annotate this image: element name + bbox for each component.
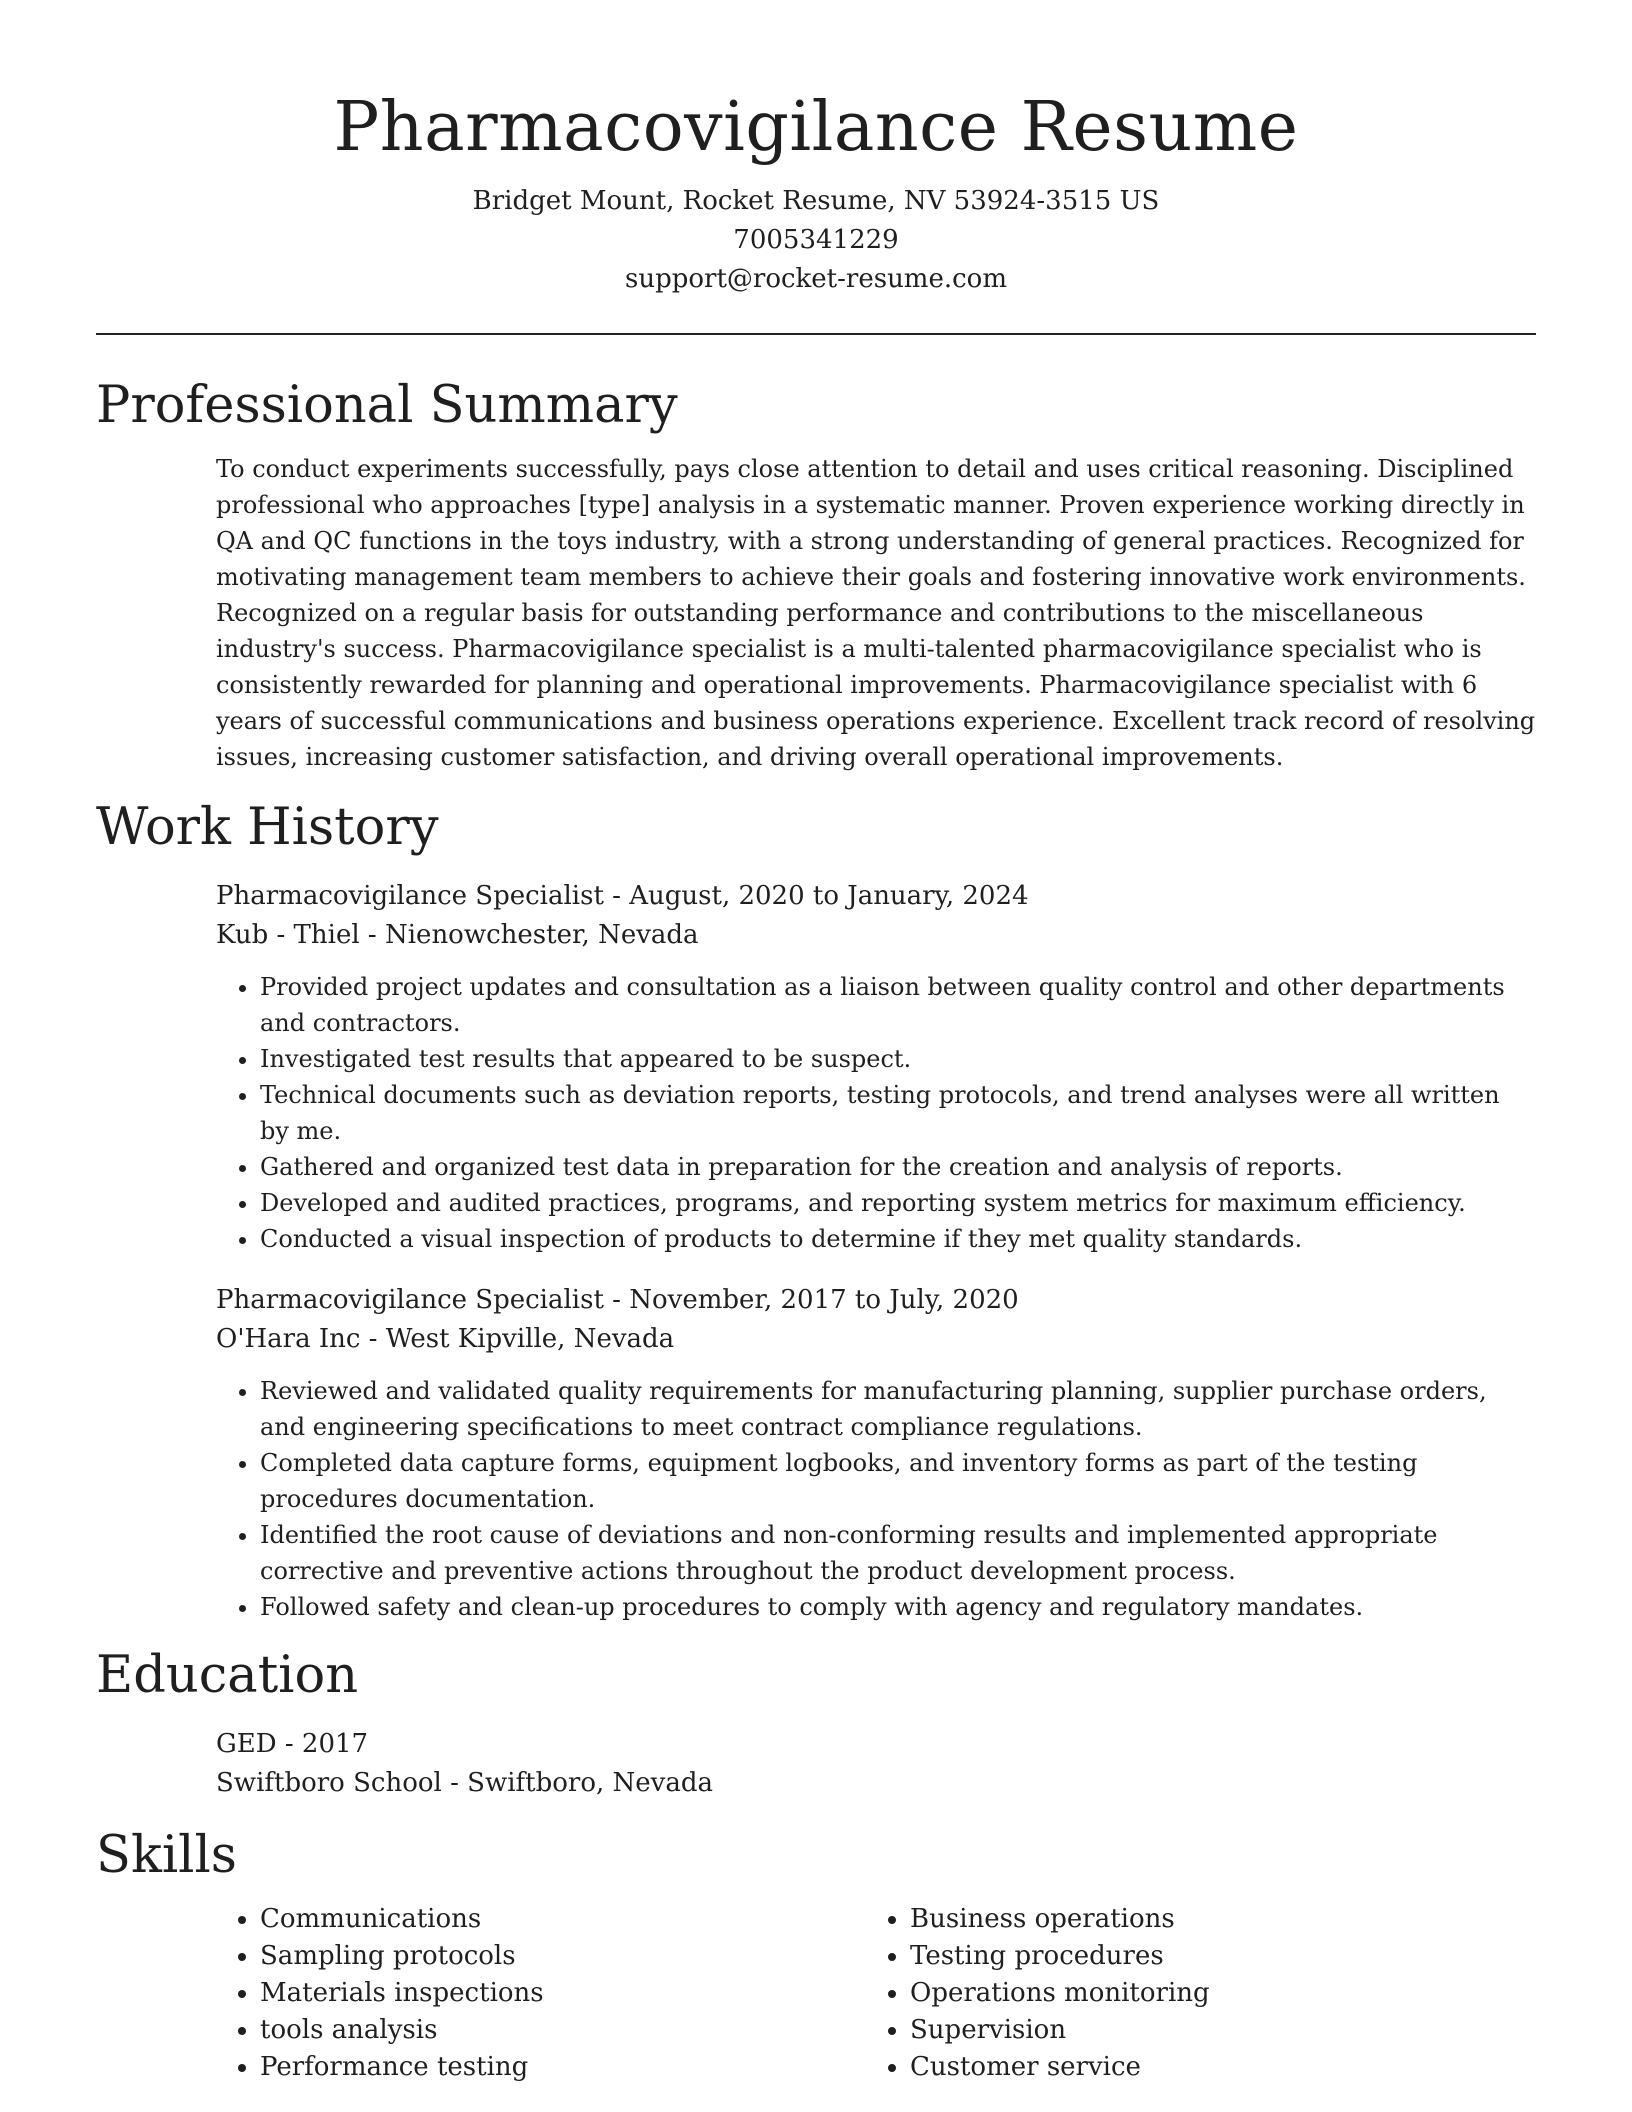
- job-dates: - August, 2020 to January, 2024: [603, 881, 1029, 911]
- job-title-line: [216, 1281, 1536, 1320]
- school-location: - Swiftboro, Nevada: [441, 1768, 713, 1798]
- degree: GED: [216, 1729, 277, 1759]
- job-company-line: [216, 916, 1536, 955]
- resume-page: [96, 0, 1536, 2086]
- school-name: Swiftboro School: [216, 1768, 442, 1798]
- skills-section: [96, 1825, 1536, 2086]
- job-title: Pharmacovigilance Specialist: [216, 881, 604, 911]
- job-bullet: • Investigated test results that appeared to be suspect.: [260, 1041, 1536, 1077]
- summary-heading: Professional Summary: [96, 376, 678, 435]
- job-title: Pharmacovigilance Specialist: [216, 1285, 604, 1315]
- job-bullet: • Completed data capture forms, equipment logbooks, and inventory forms as part of the testing procedures documentation.: [260, 1445, 1536, 1517]
- job-bullet: • Conducted a visual inspection of products to determine if they met quality standards.: [260, 1221, 1536, 1257]
- job-entry: [216, 877, 1536, 1257]
- skill-item: • Business operations: [910, 1901, 1516, 1938]
- degree-year: - 2017: [276, 1729, 369, 1759]
- job-bullet: • Reviewed and validated quality requirements for manufacturing planning, supplier purchase orders, and engineering specifications to meet contract compliance regulations.: [260, 1373, 1536, 1445]
- job-bullet: • Developed and audited practices, programs, and reporting system metrics for maximum efficiency.: [260, 1185, 1536, 1221]
- header-divider: [96, 333, 1536, 335]
- degree-line: [216, 1725, 1536, 1764]
- job-location: - Nienowchester, Nevada: [359, 920, 699, 950]
- summary-text: To conduct experiments successfully, pays close attention to detail and uses critical reasoning. Disciplined professional who approaches [type] analysis in a systematic manner. Proven experience working directly in QA and QC functions in the toys industry, with a strong understanding of general practices. Recognized for motivating management team members to achieve their goals and fostering innovative work environments. Recognized on a regular basis for outstanding performance and contributions to the miscellaneous industry's success. Pharmacovigilance specialist is a multi-talented pharmacovigilance specialist who is consistently rewarded for planning and operational improvements. Pharmacovigilance specialist with 6 years of successful communications and business operations experience. Excellent track record of resolving issues, increasing customer satisfaction, and driving overall operational improvements.: [216, 455, 1536, 771]
- job-bullets: [216, 1373, 1536, 1625]
- skills-heading: Skills: [96, 1826, 237, 1885]
- education-section: [96, 1645, 1536, 1803]
- contact-phone: 7005341229: [733, 225, 899, 255]
- work-history-section: [96, 797, 1536, 1625]
- skill-item: • Customer service: [910, 2049, 1516, 2086]
- job-entry: [216, 1281, 1536, 1625]
- resume-header: [96, 0, 1536, 299]
- skills-grid: [216, 1901, 1536, 2086]
- education-entry: [216, 1725, 1536, 1803]
- skill-item: • tools analysis: [260, 2012, 866, 2049]
- skill-item: • Testing procedures: [910, 1938, 1516, 1975]
- job-bullet: • Provided project updates and consultation as a liaison between quality control and other departments and contractors.: [260, 969, 1536, 1041]
- skill-item: • Supervision: [910, 2012, 1516, 2049]
- job-bullet: • Followed safety and clean-up procedures to comply with agency and regulatory mandates.: [260, 1589, 1536, 1625]
- job-bullets: [216, 969, 1536, 1257]
- job-company-line: [216, 1320, 1536, 1359]
- contact-info: [96, 182, 1536, 299]
- contact-address: Bridget Mount, Rocket Resume, NV 53924-3515 US: [472, 186, 1160, 216]
- summary-section: [96, 375, 1536, 775]
- job-bullet: • Gathered and organized test data in preparation for the creation and analysis of reports.: [260, 1149, 1536, 1185]
- school-line: [216, 1764, 1536, 1803]
- skill-item: • Operations monitoring: [910, 1975, 1516, 2012]
- skill-item: • Sampling protocols: [260, 1938, 866, 1975]
- skills-column-right: [866, 1901, 1516, 2086]
- resume-title: Pharmacovigilance Resume: [333, 88, 1299, 167]
- job-location: - West Kipville, Nevada: [360, 1324, 675, 1354]
- job-title-line: [216, 877, 1536, 916]
- job-bullet: • Identified the root cause of deviations and non-conforming results and implemented appropriate corrective and preventive actions throughout the product development process.: [260, 1517, 1536, 1589]
- skills-column-left: [216, 1901, 866, 2086]
- work-history-heading: Work History: [96, 798, 439, 857]
- job-company: Kub - Thiel: [216, 920, 360, 950]
- skill-item: • Communications: [260, 1901, 866, 1938]
- job-bullet: • Technical documents such as deviation reports, testing protocols, and trend analyses were all written by me.: [260, 1077, 1536, 1149]
- skill-item: • Performance testing: [260, 2049, 866, 2086]
- contact-email: support@rocket-resume.com: [624, 264, 1007, 294]
- skill-item: • Materials inspections: [260, 1975, 866, 2012]
- education-heading: Education: [96, 1646, 359, 1705]
- job-company: O'Hara Inc: [216, 1324, 361, 1354]
- job-dates: - November, 2017 to July, 2020: [603, 1285, 1019, 1315]
